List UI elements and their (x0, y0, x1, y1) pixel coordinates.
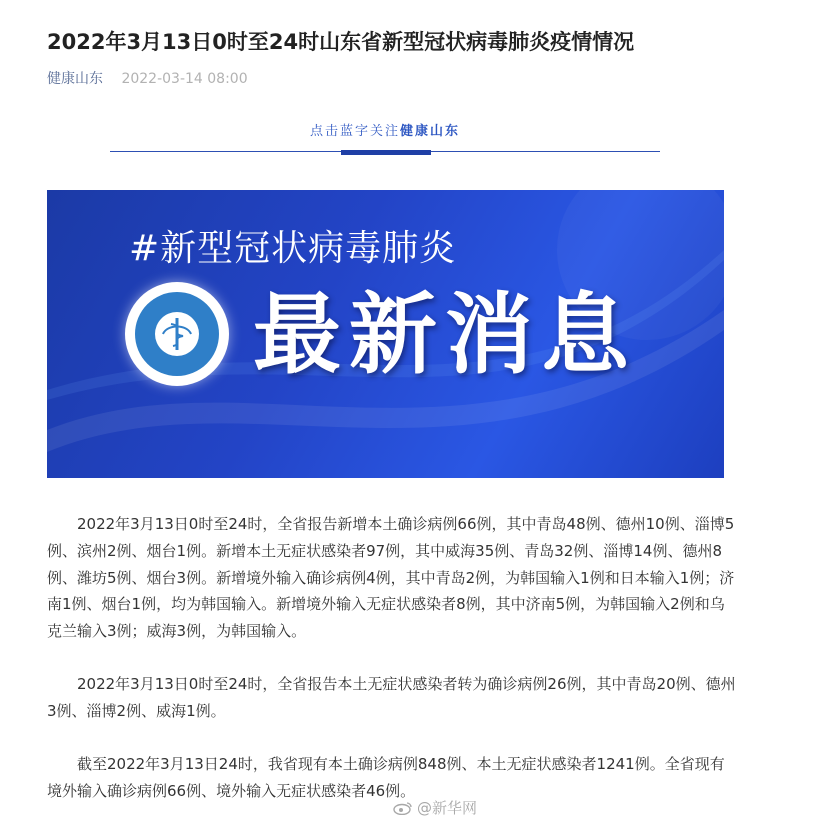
paragraph-conversions: 2022年3月13日0时至24时，全省报告本土无症状感染者转为确诊病例26例，其中青岛20例、德州3例、淄博2例、威海1例。 (47, 675, 736, 720)
watermark-text: @新华网 (417, 799, 478, 817)
banner-headline: 最新消息 (253, 283, 638, 386)
banner-hashtag: #新型冠状病毒肺炎 (129, 228, 457, 269)
article-title: 2022年3月13日0时至24时山东省新型冠状病毒肺炎疫情情况 (47, 30, 635, 54)
article-meta (47, 69, 248, 89)
follow-divider-accent (341, 150, 431, 155)
news-banner (47, 190, 724, 478)
author-link[interactable]: 健康山东 (47, 71, 103, 87)
follow-prefix: 点击蓝字关注 (309, 124, 400, 139)
health-commission-emblem-icon (125, 282, 229, 386)
follow-prompt[interactable] (110, 122, 660, 142)
source-watermark (393, 797, 477, 819)
publish-date: 2022-03-14 08:00 (121, 71, 248, 87)
weibo-icon (393, 801, 413, 815)
paragraph-current-totals: 截至2022年3月13日24时，我省现有本土确诊病例848例、本土无症状感染者1241例。全省现有境外输入确诊病例66例、境外输入无症状感染者46例。 (47, 755, 725, 800)
follow-account: 健康山东 (400, 124, 461, 139)
paragraph-new-cases: 2022年3月13日0时至24时，全省报告新增本土确诊病例66例，其中青岛48例、德州10例、淄博5例、滨州2例、烟台1例。新增本土无症状感染者97例，其中威海35例、青岛32例、淄博14例、德州8例、潍坊5例、烟台3例。新增境外输入确诊病例4例，其中青岛2例，为韩国输入1例和日本输入1例；济南1例、烟台1例，均为韩国输入。新增境外输入无症状感染者8例，其中济南5例，为韩国输入2例和乌克兰输入3例；威海3例，为韩国输入。 (47, 515, 735, 641)
